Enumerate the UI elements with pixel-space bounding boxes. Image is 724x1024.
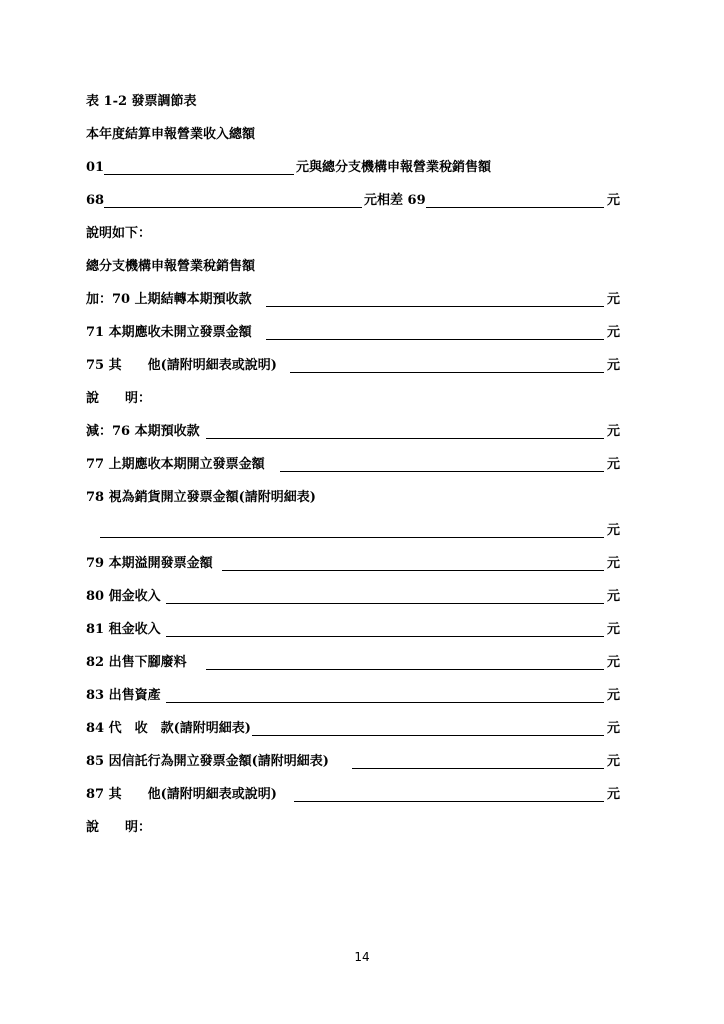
sub-item-77 [86,455,620,475]
sub-item-77-blank[interactable] [280,471,604,472]
add-item-75 [86,356,620,376]
sub-item-76-blank[interactable] [206,438,604,439]
heading-line [86,125,620,145]
item-82-blank[interactable] [206,669,604,670]
item-79 [86,554,620,574]
item-79-unit: 元 [606,556,620,571]
sales-heading-text: 總分支機構申報營業稅銷售額 [86,259,256,274]
explain-line-2 [86,818,620,838]
item-81 [86,620,620,640]
item-80-unit: 元 [606,589,620,604]
item-87-label: 87 其 他(請附明細表或說明) [86,787,277,802]
item-85-unit: 元 [606,754,620,769]
sub-item-76-unit: 元 [606,424,620,439]
item-81-unit: 元 [606,622,620,637]
note-line [86,224,620,244]
table-title [86,92,620,112]
add-item-75-blank[interactable] [290,372,604,373]
item-78-blank[interactable] [100,537,604,538]
item-82-unit: 元 [606,655,620,670]
item-82 [86,653,620,673]
item-79-blank[interactable] [222,570,604,571]
line-68-unit: 元 [606,193,620,208]
line-68-blank[interactable] [104,207,362,208]
title-text: 表 1-2 發票調節表 [86,94,197,109]
add-item-70 [86,290,620,310]
add-item-70-blank[interactable] [266,306,604,307]
sub-item-77-unit: 元 [606,457,620,472]
item-84-blank[interactable] [252,735,604,736]
item-78-unit: 元 [606,523,620,538]
line-68 [86,191,620,211]
add-item-71-label: 71 本期應收未開立發票金額 [86,325,252,340]
add-item-75-label: 75 其 他(請附明細表或說明) [86,358,277,373]
add-item-75-unit: 元 [606,358,620,373]
add-item-71-blank[interactable] [266,339,604,340]
explain-line-1 [86,389,620,409]
item-84-unit: 元 [606,721,620,736]
item-87-unit: 元 [606,787,620,802]
add-item-70-label: 加：70 上期結轉本期預收款 [86,292,252,307]
item-78-amount-line [86,521,620,541]
item-82-label: 82 出售下腳廢料 [86,655,187,670]
line-01-blank[interactable] [104,174,294,175]
sales-heading-line [86,257,620,277]
sub-item-77-label: 77 上期應收本期開立發票金額 [86,457,265,472]
page-number: 14 [354,950,370,964]
item-79-label: 79 本期溢開發票金額 [86,556,213,571]
sub-item-76 [86,422,620,442]
item-83-unit: 元 [606,688,620,703]
item-83-blank[interactable] [166,702,604,703]
item-81-blank[interactable] [166,636,604,637]
add-item-71 [86,323,620,343]
item-85 [86,752,620,772]
item-78-label-line [86,488,620,508]
item-81-label: 81 租金收入 [86,622,161,637]
line-68-code: 68 [86,193,105,208]
item-84 [86,719,620,739]
add-item-71-unit: 元 [606,325,620,340]
line-01 [86,158,620,178]
item-83 [86,686,620,706]
sub-item-76-label: 減：76 本期預收款 [86,424,200,439]
item-84-label: 84 代 收 款(請附明細表) [86,721,251,736]
item-85-blank[interactable] [352,768,604,769]
line-68-mid: 元相差 69 [364,193,426,208]
item-87 [86,785,620,805]
line-01-code: 01 [86,160,105,175]
heading-text: 本年度結算申報營業收入總額 [86,127,256,142]
explain-text-2: 說 明： [86,820,152,835]
add-item-70-unit: 元 [606,292,620,307]
item-80-blank[interactable] [166,603,604,604]
item-85-label: 85 因信託行為開立發票金額(請附明細表) [86,754,329,769]
line-69-blank[interactable] [426,207,604,208]
item-78-label: 78 視為銷貨開立發票金額(請附明細表) [86,490,316,505]
item-80 [86,587,620,607]
line-01-text: 元與總分支機構申報營業稅銷售額 [296,160,492,175]
explain-text-1: 說 明： [86,391,152,406]
item-80-label: 80 佣金收入 [86,589,161,604]
note-text: 說明如下： [86,226,152,241]
item-87-blank[interactable] [294,801,604,802]
item-83-label: 83 出售資產 [86,688,161,703]
